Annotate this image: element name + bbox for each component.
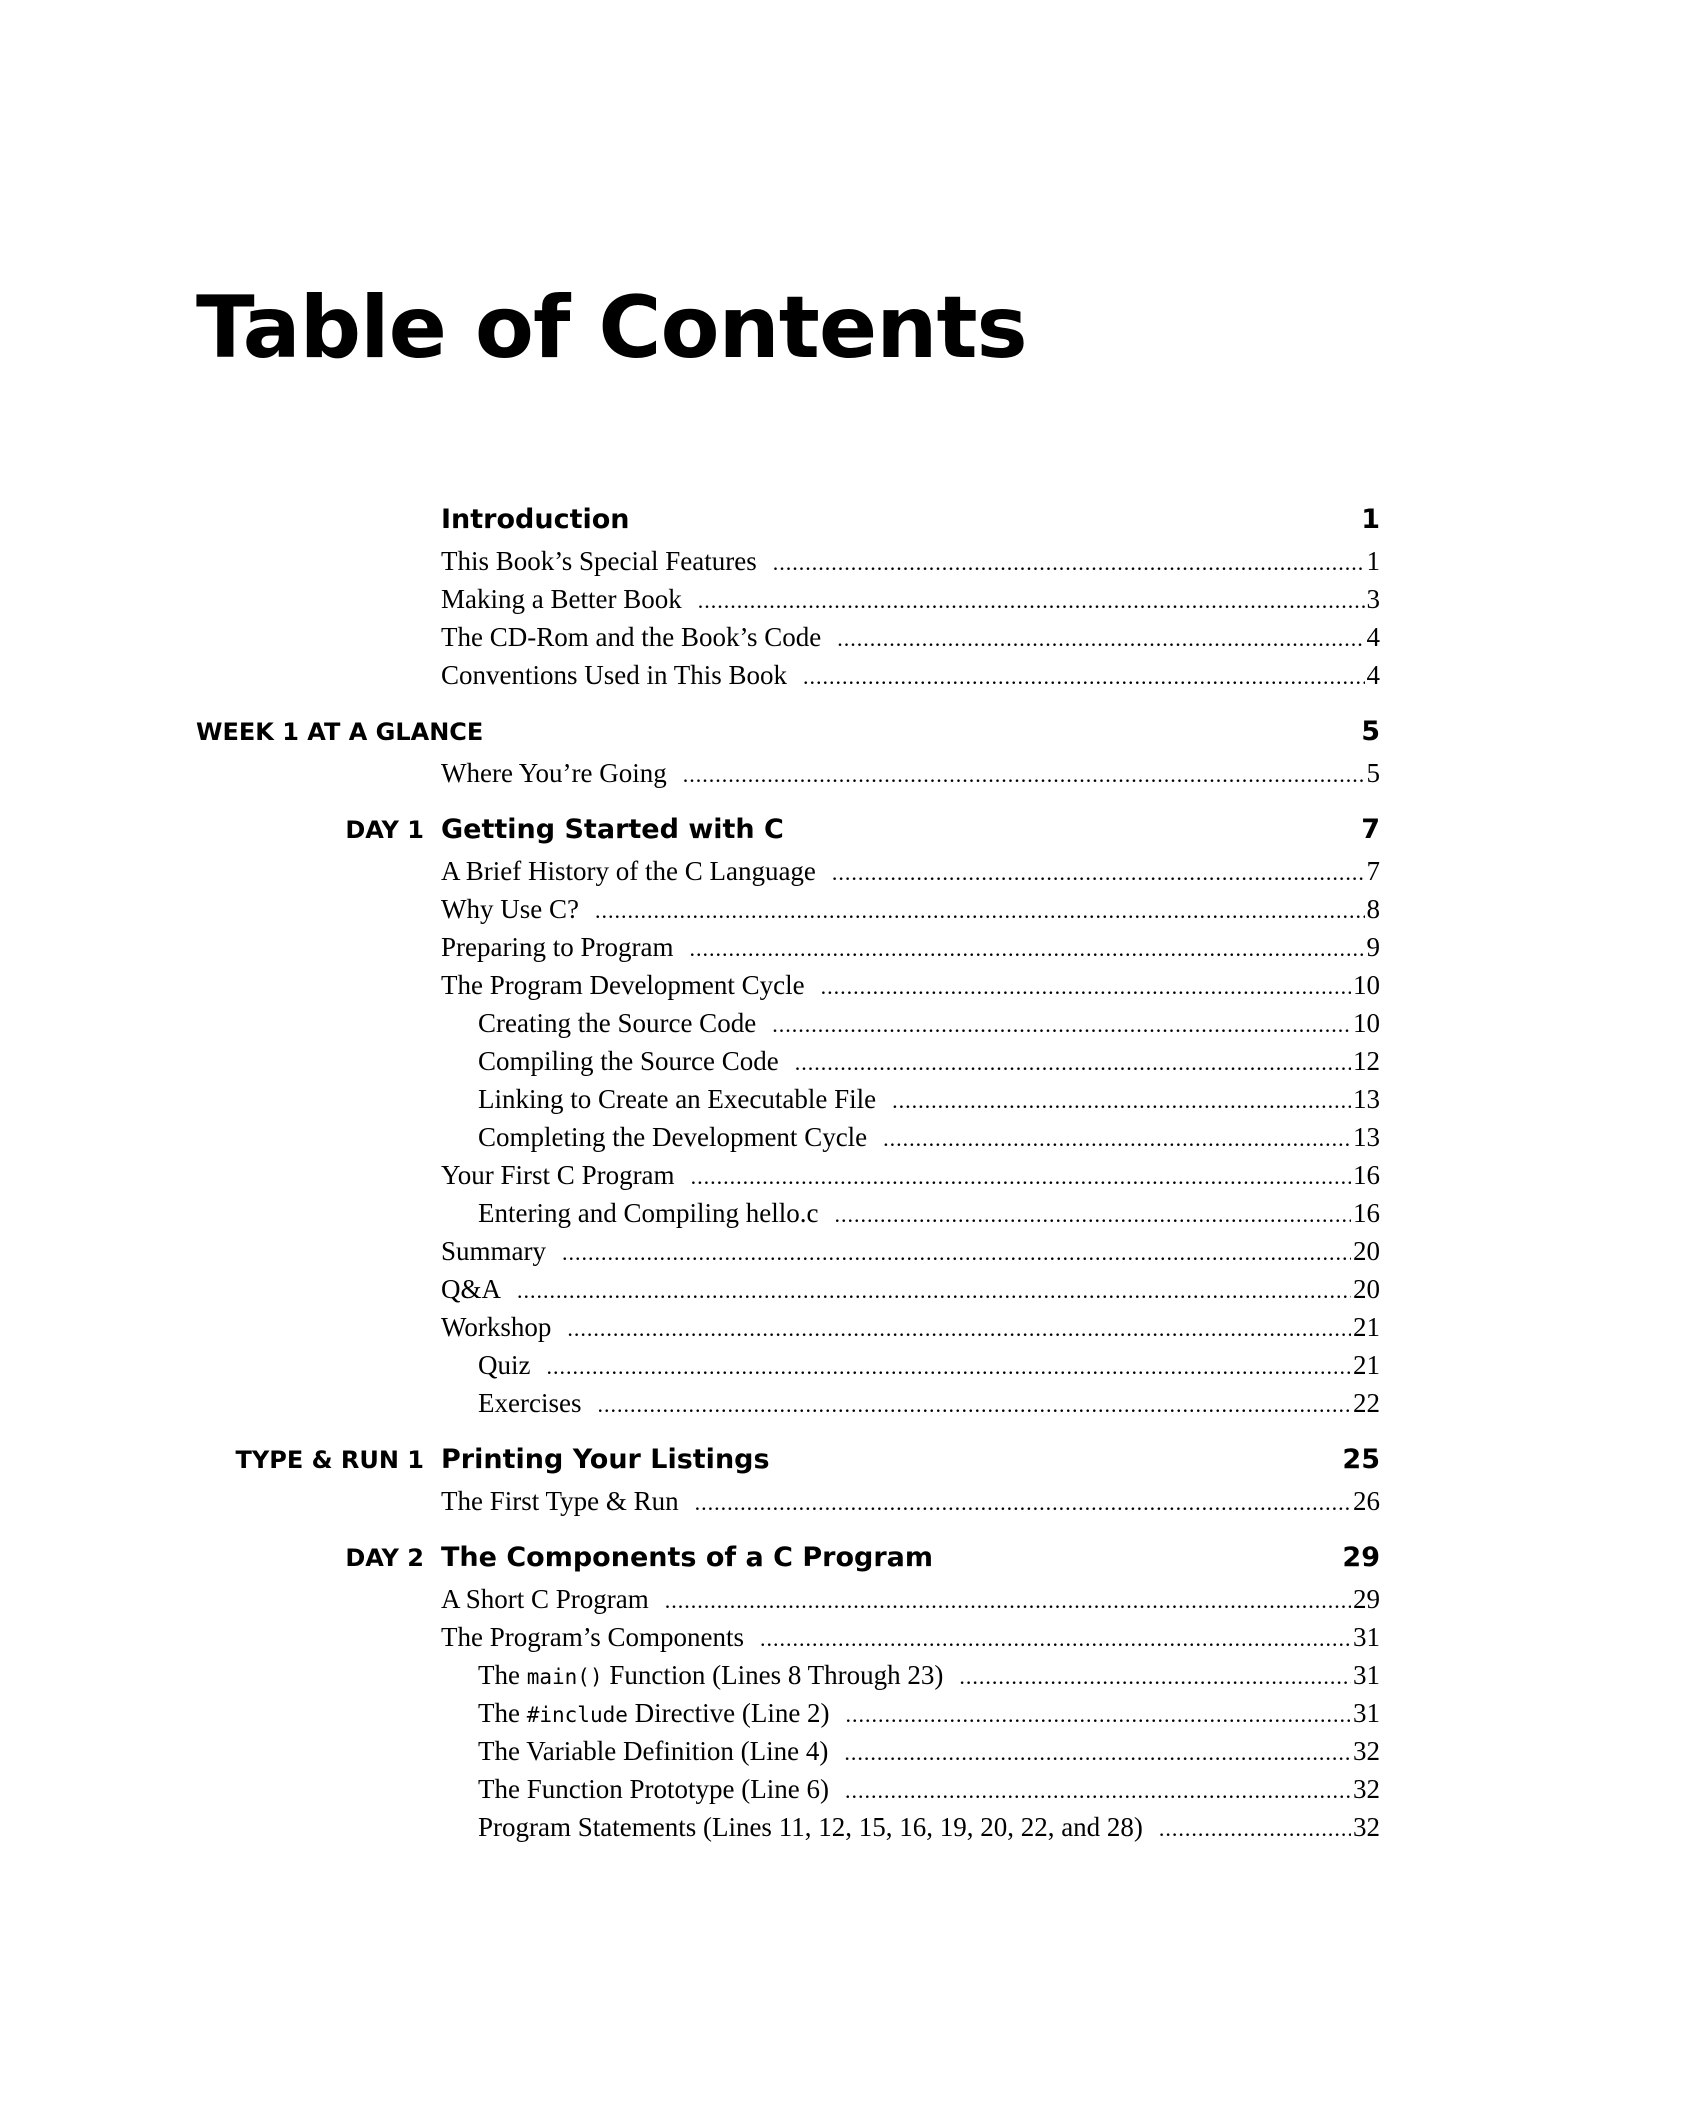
section-title: Getting Started with C <box>441 814 784 845</box>
toc-entry: Summary ..... 20 <box>441 1236 1380 1274</box>
section-heading <box>0 1538 1701 1584</box>
code-keyword: #include <box>526 1703 628 1727</box>
toc-entry: The Program’s Components ..... 31 <box>441 1622 1380 1660</box>
toc-subentry: Creating the Source Code ..... 10 <box>441 1008 1380 1046</box>
toc-subentry: Entering and Compiling hello.c ..... 16 <box>441 1198 1380 1236</box>
toc-entry: The First Type & Run ..... 26 <box>441 1486 1380 1524</box>
page-title: Table of Contents <box>196 278 1027 378</box>
section-page: 7 <box>1361 814 1380 845</box>
toc-subentry: Quiz ..... 21 <box>441 1350 1380 1388</box>
toc-entry: A Brief History of the C Language ..... 7 <box>441 856 1380 894</box>
toc-subentry: The #include Directive (Line 2) ..... 31 <box>441 1698 1380 1736</box>
toc-subentry: Completing the Development Cycle ..... 13 <box>441 1122 1380 1160</box>
section-heading <box>0 810 1701 856</box>
toc-subentry: Exercises ..... 22 <box>441 1388 1380 1426</box>
toc-entry: The CD-Rom and the Book’s Code ..... 4 <box>441 622 1380 660</box>
chapter-label: DAY 1 <box>345 816 424 844</box>
toc-entry: Making a Better Book ..... 3 <box>441 584 1380 622</box>
toc-subentry: Linking to Create an Executable File ..... 13 <box>441 1084 1380 1122</box>
toc-subentry: The Function Prototype (Line 6) ..... 32 <box>441 1774 1380 1812</box>
toc-entry: This Book’s Special Features ..... 1 <box>441 546 1380 584</box>
toc-entry: Conventions Used in This Book ..... 4 <box>441 660 1380 698</box>
toc-entry: Where You’re Going ..... 5 <box>441 758 1380 796</box>
toc-subentry: The Variable Definition (Line 4) ..... 32 <box>441 1736 1380 1774</box>
section-entries <box>0 1584 1380 1850</box>
chapter-label: TYPE & RUN 1 <box>235 1446 424 1474</box>
section-heading <box>0 1440 1701 1486</box>
section-heading <box>0 712 1701 758</box>
toc-entry: Your First C Program ..... 16 <box>441 1160 1380 1198</box>
toc-entry: Workshop ..... 21 <box>441 1312 1380 1350</box>
section-title: Introduction <box>441 504 630 535</box>
section-heading <box>0 500 1701 546</box>
section-page: 25 <box>1342 1444 1380 1475</box>
toc-subentry: Compiling the Source Code ..... 12 <box>441 1046 1380 1084</box>
toc-subentry: Program Statements (Lines 11, 12, 15, 16, 19, 20, 22, and 28) ..... 32 <box>441 1812 1380 1850</box>
section-entries <box>0 758 1380 796</box>
section-entries <box>0 1486 1380 1524</box>
section-page: 1 <box>1361 504 1380 535</box>
section-title: Printing Your Listings <box>441 1444 770 1475</box>
toc-subentry: The main() Function (Lines 8 Through 23) ..... 31 <box>441 1660 1380 1698</box>
chapter-label: DAY 2 <box>345 1544 424 1572</box>
toc-entry: Why Use C? ..... 8 <box>441 894 1380 932</box>
table-of-contents <box>0 500 1701 1850</box>
section-entries <box>0 546 1380 698</box>
toc-entry: Q&A ..... 20 <box>441 1274 1380 1312</box>
toc-entry: The Program Development Cycle ..... 10 <box>441 970 1380 1008</box>
part-label: WEEK 1 AT A GLANCE <box>196 718 484 746</box>
section-page: 29 <box>1342 1542 1380 1573</box>
toc-entry: Preparing to Program ..... 9 <box>441 932 1380 970</box>
toc-entry: A Short C Program ..... 29 <box>441 1584 1380 1622</box>
section-entries <box>0 856 1380 1426</box>
section-title: The Components of a C Program <box>441 1542 934 1573</box>
section-page: 5 <box>1361 716 1380 747</box>
code-keyword: main() <box>526 1665 603 1689</box>
